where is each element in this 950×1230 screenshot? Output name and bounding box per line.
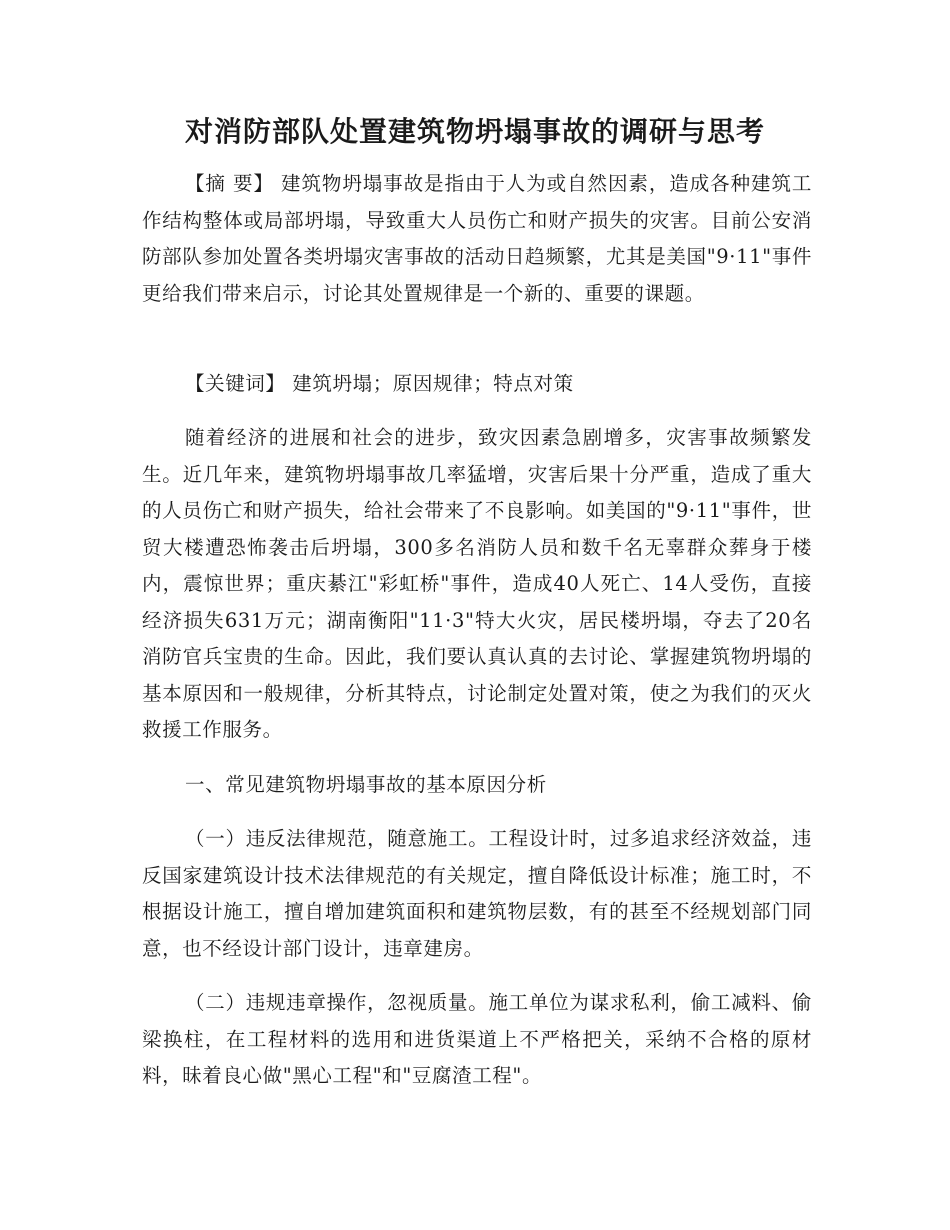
keywords-paragraph: 【关键词】 建筑坍塌；原因规律；特点对策 — [185, 372, 574, 395]
section-heading: 一、常见建筑物坍塌事故的基本原因分析 — [185, 773, 547, 796]
intro-paragraph: 随着经济的进展和社会的进步，致灾因素急剧增多，灾害事故频繁发生。近几年来，建筑物坍塌事故几率猛增，灾害后果十分严重，造成了重大的人员伤亡和财产损失，给社会带来了不良影响。如美国的"9·11"事件，世贸大楼遭恐怖袭击后坍塌，300多名消防人员和数千名无辜群众葬身于楼内，震惊世界；重庆綦江"彩虹桥"事件，造成40人死亡、14人受伤，直接经济损失631万元；湖南衡阳"11·3"特大火灾，居民楼坍塌，夺去了20名消防官兵宝贵的生命。因此，我们要认真认真的去讨论、掌握建筑物坍塌的基本原因和一般规律，分析其特点，讨论制定处置对策，使之为我们的灭火救援工作服务。 — [142, 426, 812, 741]
section-item-paragraph: （二）违规违章操作，忽视质量。施工单位为谋求私利，偷工减料、偷梁换柱，在工程材料的选用和进货渠道上不严格把关，采纳不合格的原材料，昧着良心做"黑心工程"和"豆腐渣工程"。 — [142, 991, 812, 1087]
abstract-paragraph: 【摘 要】 建筑物坍塌事故是指由于人为或自然因素，造成各种建筑工作结构整体或局部坍塌，导致重大人员伤亡和财产损失的灾害。目前公安消防部队参加处置各类坍塌灾害事故的活动日趋频繁，尤其是美国"9·11"事件更给我们带来启示，讨论其处置规律是一个新的、重要的课题。 — [142, 172, 812, 305]
section-item-paragraph: （一）违反法律规范，随意施工。工程设计时，过多追求经济效益，违反国家建筑设计技术法律规范的有关规定，擅自降低设计标准；施工时，不根据设计施工，擅自增加建筑面积和建筑物层数，有的甚至不经规划部门同意，也不经设计部门设计，违章建房。 — [142, 827, 812, 960]
document-title: 对消防部队处置建筑物坍塌事故的调研与思考 — [184, 115, 765, 148]
